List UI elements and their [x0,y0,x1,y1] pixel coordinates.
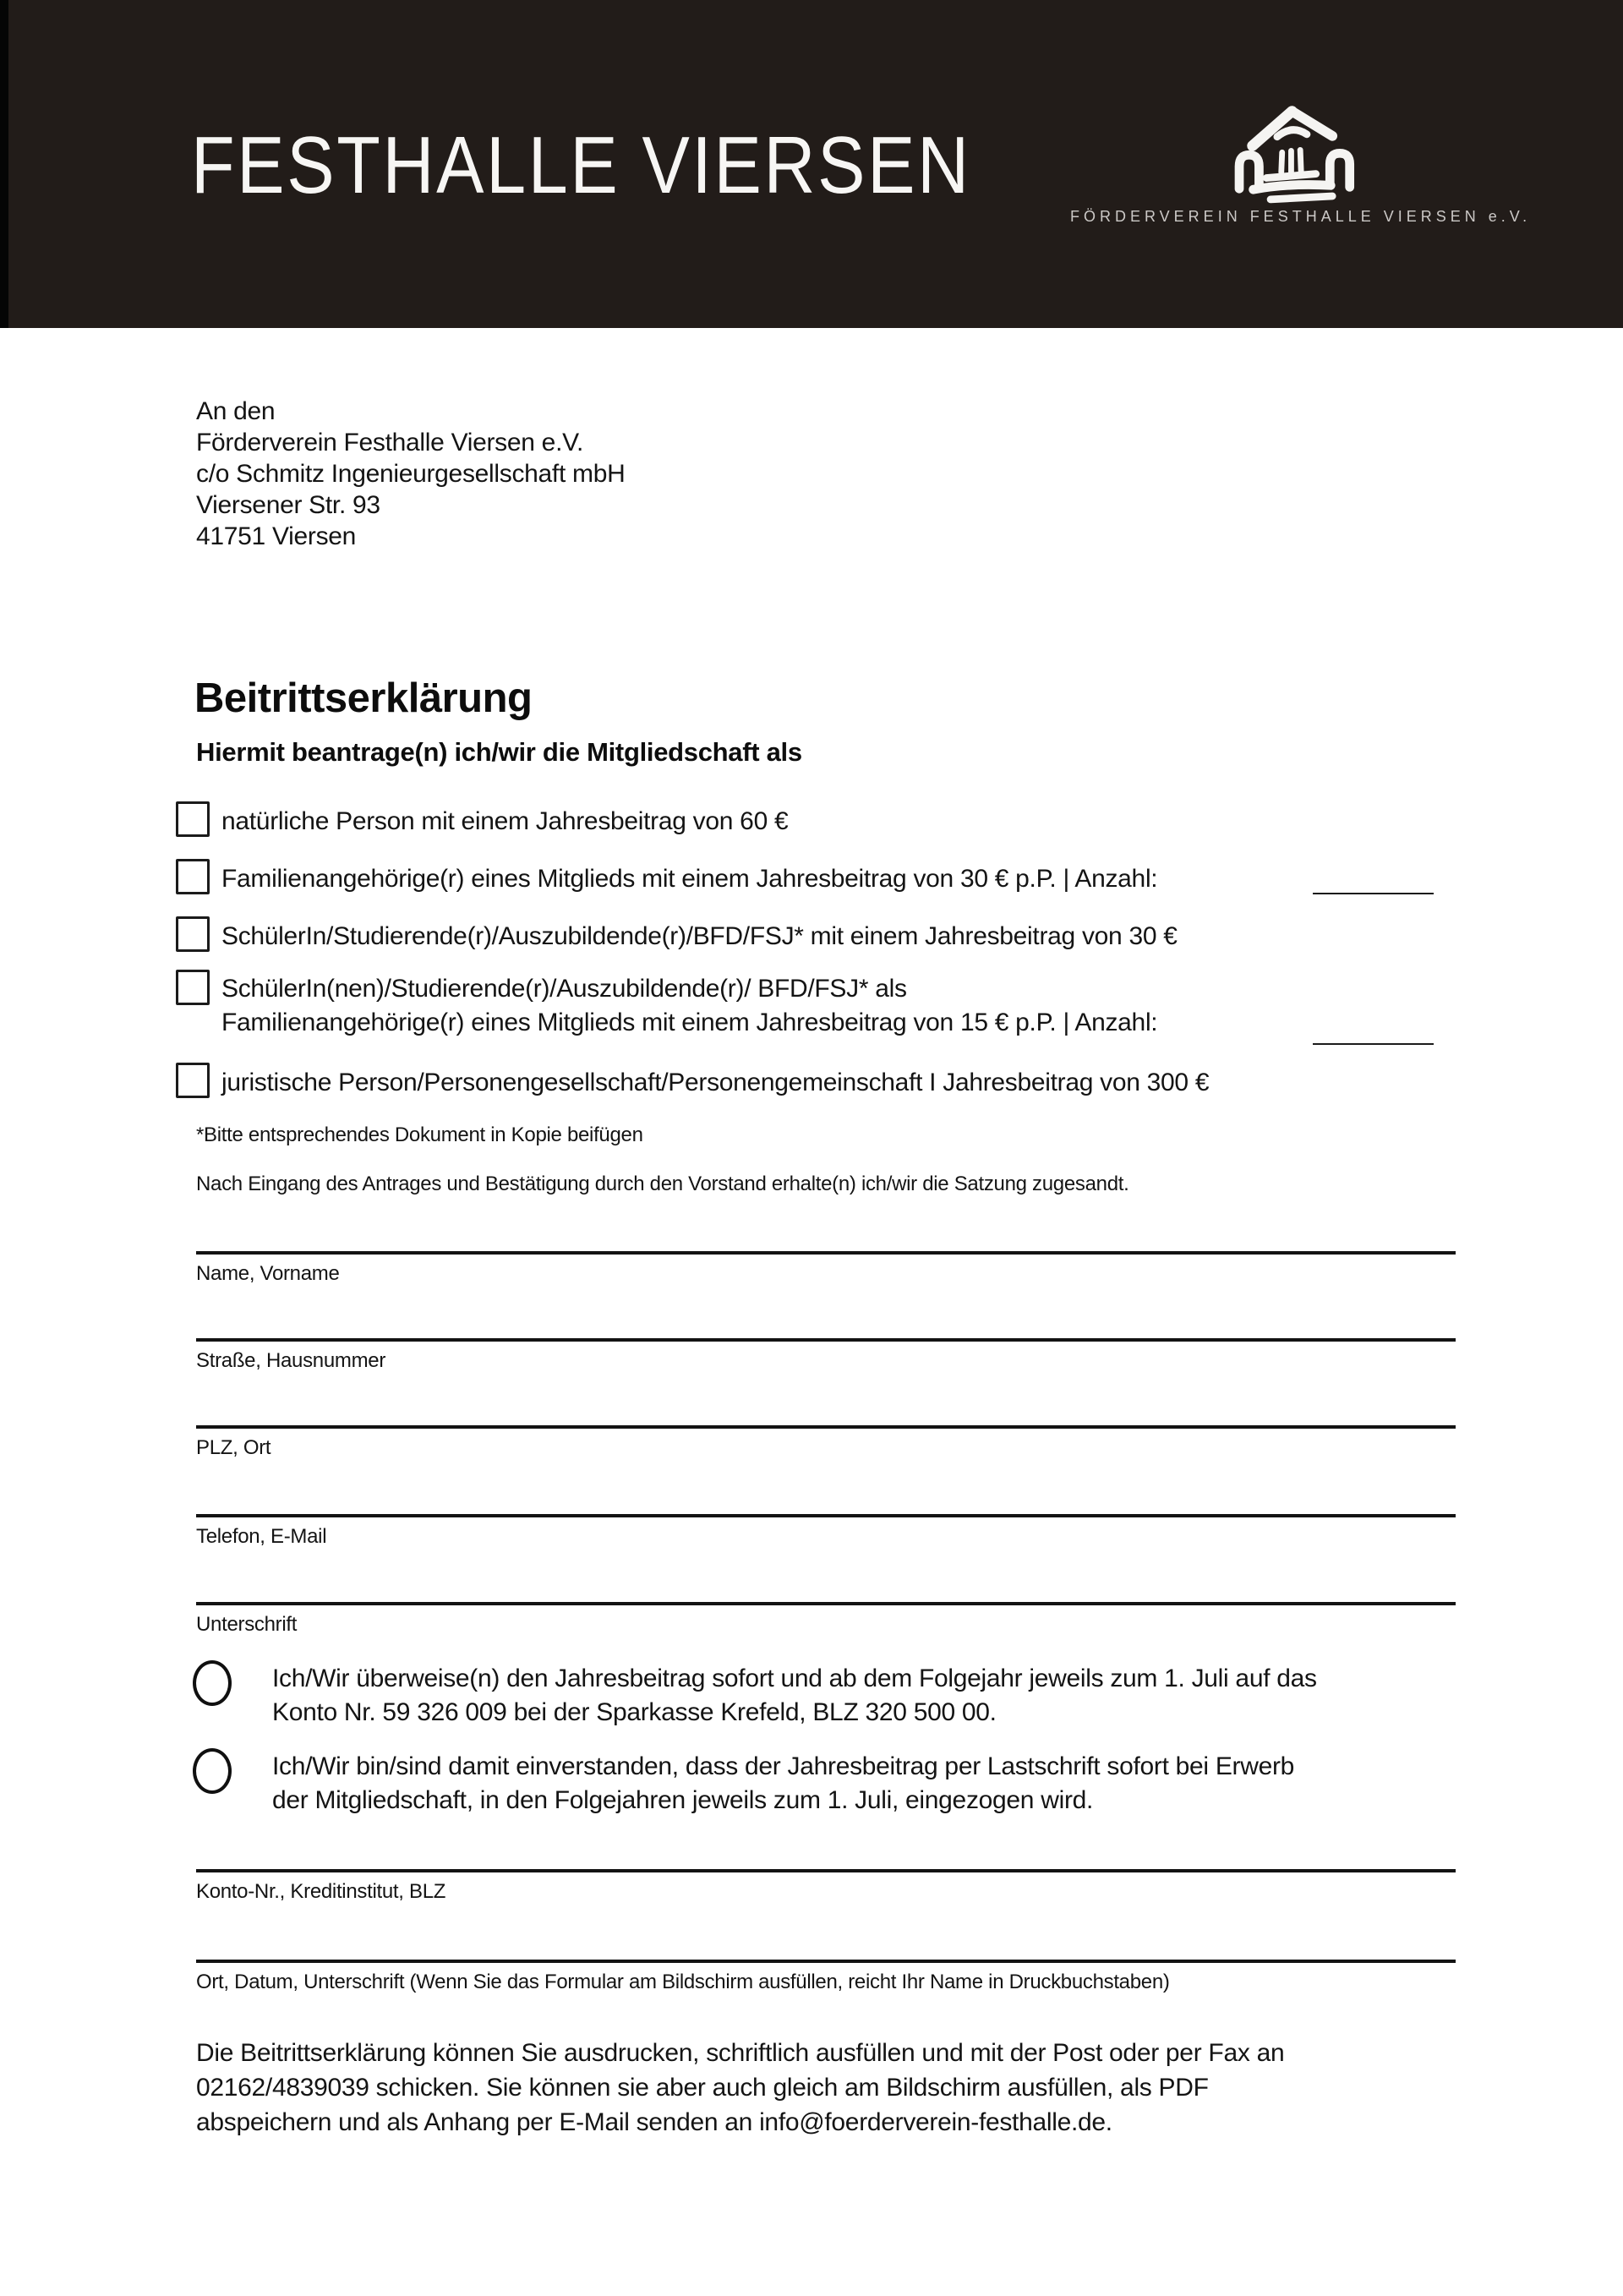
recipient-line: 41751 Viersen [196,522,357,550]
membership-option-label [221,972,1157,1040]
input-line-street[interactable] [196,1338,1456,1342]
payment-option-line: Konto Nr. 59 326 009 bei der Sparkasse Krefeld, BLZ 320 500 00. [272,1698,997,1726]
payment-radio-transfer[interactable] [193,1660,232,1706]
membership-checkbox-family-member[interactable] [176,859,210,894]
count-input-line-student-family[interactable] [1313,1043,1434,1045]
input-line-bank-details[interactable] [196,1869,1456,1872]
recipient-line: Viersener Str. 93 [196,491,380,519]
payment-option-label [272,1662,1317,1730]
form-title: Beitrittserklärung [194,675,533,721]
input-line-place-date-signature[interactable] [196,1960,1456,1963]
payment-option-line: der Mitgliedschaft, in den Folgejahren jeweils zum 1. Juli, eingezogen wird. [272,1786,1094,1814]
field-label-phone-email: Telefon, E-Mail [196,1525,327,1548]
input-line-phone-email[interactable] [196,1514,1456,1517]
header-banner [0,0,1623,328]
field-label-signature: Unterschrift [196,1613,298,1636]
note-document-copy: *Bitte entsprechendes Dokument in Kopie beifügen [196,1123,643,1146]
input-line-signature[interactable] [196,1602,1456,1605]
payment-radio-direct-debit[interactable] [193,1748,232,1794]
field-label-place-date-signature: Ort, Datum, Unterschrift (Wenn Sie das Formular am Bildschirm ausfüllen, reicht Ihr Name in Druckbuchstaben) [196,1971,1170,1993]
membership-option-line: Familienangehörige(r) eines Mitglieds mit einem Jahresbeitrag von 15 € p.P. | Anzahl: [221,1009,1158,1036]
recipient-line: An den [196,397,276,425]
membership-option-label: SchülerIn/Studierende(r)/Auszubildende(r)/BFD/FSJ* mit einem Jahresbeitrag von 30 € [221,922,1178,950]
footer-paragraph [196,2036,1284,2140]
recipient-address [196,396,625,552]
recipient-line: c/o Schmitz Ingenieurgesellschaft mbH [196,460,626,488]
field-label-bank-details: Konto-Nr., Kreditinstitut, BLZ [196,1880,446,1903]
membership-checkbox-student-family[interactable] [176,970,210,1005]
form-subtitle: Hiermit beantrage(n) ich/wir die Mitgliedschaft als [196,737,802,767]
logo-caption: FÖRDERVEREIN FESTHALLE VIERSEN e.V. [1070,208,1532,225]
festhalle-logo-icon [1207,81,1372,212]
field-label-city: PLZ, Ort [196,1436,271,1459]
field-label-name: Name, Vorname [196,1262,340,1285]
membership-option-label: juristische Person/Personengesellschaft/Personengemeinschaft I Jahresbeitrag von 300 € [221,1069,1210,1096]
input-line-city[interactable] [196,1425,1456,1429]
payment-option-label [272,1750,1294,1818]
membership-option-line: SchülerIn(nen)/Studierende(r)/Auszubildende(r)/ BFD/FSJ* als [221,975,907,1003]
banner-left-edge [0,0,8,328]
membership-checkbox-legal-entity[interactable] [176,1063,210,1098]
field-label-street: Straße, Hausnummer [196,1349,386,1372]
footer-line: Die Beitrittserklärung können Sie ausdrucken, schriftlich ausfüllen und mit der Post oder per Fax an [196,2039,1285,2067]
input-line-name[interactable] [196,1251,1456,1255]
payment-option-line: Ich/Wir überweise(n) den Jahresbeitrag sofort und ab dem Folgejahr jeweils zum 1. Juli auf das [272,1665,1317,1692]
footer-line: 02162/4839039 schicken. Sie können sie aber auch gleich am Bildschirm ausfüllen, als PDF [196,2074,1209,2102]
membership-checkbox-natural-person[interactable] [176,801,210,837]
recipient-line: Förderverein Festhalle Viersen e.V. [196,429,584,456]
brand-title: FESTHALLE VIERSEN [191,120,971,210]
membership-option-label: Familienangehörige(r) eines Mitglieds mit einem Jahresbeitrag von 30 € p.P. | Anzahl: [221,865,1158,893]
note-satzung: Nach Eingang des Antrages und Bestätigung durch den Vorstand erhalte(n) ich/wir die Satzung zugesandt. [196,1173,1129,1195]
footer-line: abspeichern und als Anhang per E-Mail senden an info@foerderverein-festhalle.de. [196,2108,1112,2136]
count-input-line-family[interactable] [1313,893,1434,894]
membership-option-label: natürliche Person mit einem Jahresbeitrag von 60 € [221,807,789,835]
payment-option-line: Ich/Wir bin/sind damit einverstanden, dass der Jahresbeitrag per Lastschrift sofort bei Erwerb [272,1752,1295,1780]
membership-checkbox-student[interactable] [176,916,210,952]
